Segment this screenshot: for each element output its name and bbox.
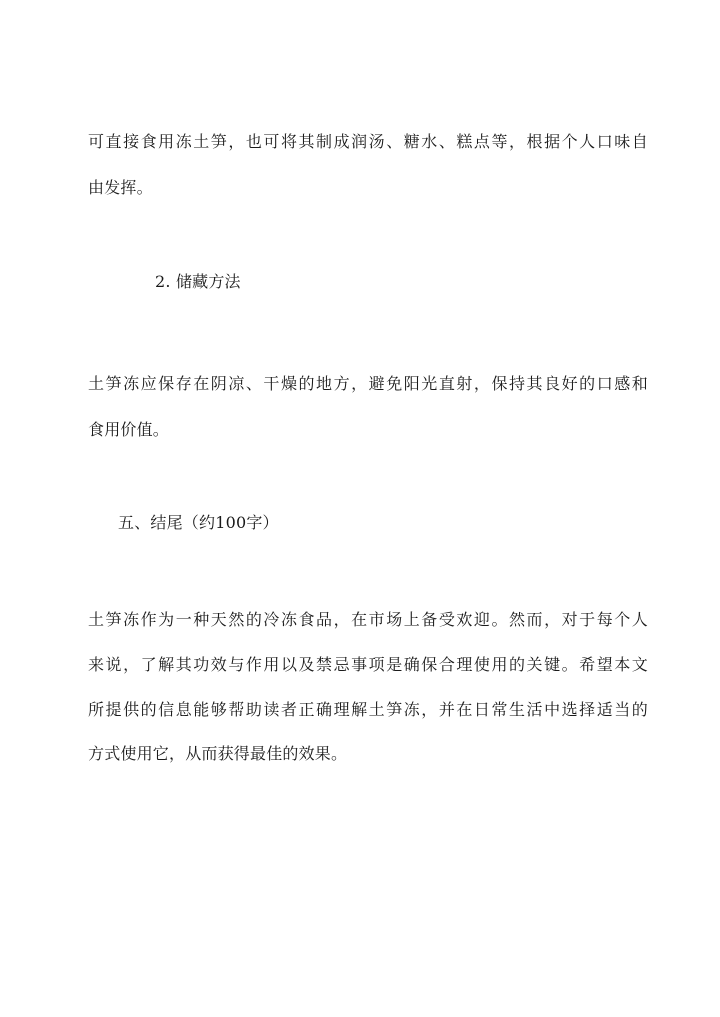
paragraph-3-line-3: 所提供的信息能够帮助读者正确理解土笋冻，并在日常生活中选择适当的 [88, 700, 648, 719]
paragraph-2-line-2: 食用价值。 [88, 420, 170, 439]
section-heading-conclusion: 五、结尾（约100字） [118, 513, 279, 532]
paragraph-3-line-4: 方式使用它，从而获得最佳的效果。 [88, 744, 348, 763]
paragraph-3-line-1: 土笋冻作为一种天然的冷冻食品，在市场上备受欢迎。然而，对于每个人 [88, 610, 648, 629]
paragraph-3-line-2: 来说，了解其功效与作用以及禁忌事项是确保合理使用的关键。希望本文 [88, 655, 648, 674]
paragraph-1-line-2: 由发挥。 [88, 178, 153, 197]
subheading-storage-method: 2. 储藏方法 [155, 272, 241, 291]
paragraph-2-line-1: 土笋冻应保存在阴凉、干燥的地方，避免阳光直射，保持其良好的口感和 [88, 374, 648, 393]
paragraph-1-line-1: 可直接食用冻土笋，也可将其制成润汤、糖水、糕点等，根据个人口味自 [88, 132, 648, 151]
